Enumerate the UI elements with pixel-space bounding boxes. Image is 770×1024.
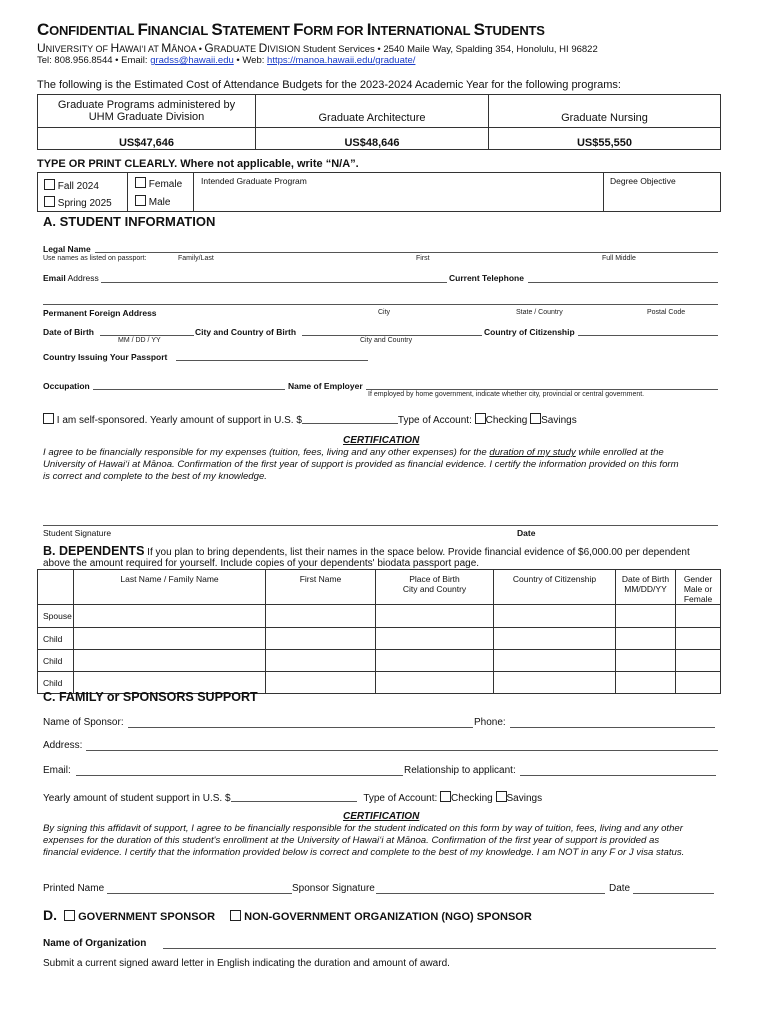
dependents-header: Gender Male or Female: [676, 570, 721, 605]
sponsor-amount-line[interactable]: [231, 801, 357, 802]
intro-text: The following is the Estimated Cost of Attendance Budgets for the 2023-2024 Academic Year for the following programs:: [37, 79, 621, 91]
section-b-title: B. DEPENDENTS If you plan to bring dependents, list their names in the space below. Provide financial evidence of $6,000.00 per dependent: [43, 544, 690, 558]
employer-line[interactable]: [366, 389, 718, 390]
dependents-header: Country of Citizenship: [494, 570, 616, 605]
print-note: TYPE OR PRINT CLEARLY. Where not applicable, write “N/A”.: [37, 158, 359, 170]
birth-place-line[interactable]: [302, 335, 482, 336]
fall-2024-checkbox[interactable]: [44, 179, 55, 190]
budget-table: [37, 94, 721, 150]
dependents-header: Last Name / Family Name: [74, 570, 266, 605]
section-d-title: D. GOVERNMENT SPONSOR NON-GOVERNMENT ORGANIZATION (NGO) SPONSOR: [43, 907, 532, 923]
sponsor-certification-title: CERTIFICATION: [343, 811, 420, 822]
male-checkbox[interactable]: [135, 195, 146, 206]
sponsor-certification-text: By signing this affidavit of support, I agree to be financially responsible for the student indicated on this form by way of tuition, fees, living and any other expenses for the duration of this student's enrollment at the University of Hawai‘i at Mānoa. Confirmation of the first year of support is provided as financial evidence. I certify that the information provided below is correct and complete to the best of my knowledge. I am NOT in any F or J visa status.: [43, 823, 685, 858]
telephone-line[interactable]: [528, 282, 718, 283]
self-support-amount-line[interactable]: [302, 423, 398, 424]
permanent-address-line[interactable]: [43, 304, 718, 305]
dependents-header: Date of Birth MM/DD/YY: [616, 570, 676, 605]
printed-name-line[interactable]: [107, 893, 292, 894]
web-link[interactable]: https://manoa.hawaii.edu/graduate/: [267, 55, 416, 66]
sponsor-checking-checkbox[interactable]: [440, 791, 451, 802]
relationship-line[interactable]: [520, 775, 716, 776]
self-savings-checkbox[interactable]: [530, 413, 541, 424]
budget-amount: US$47,646: [38, 128, 256, 150]
sponsor-phone-line[interactable]: [510, 727, 715, 728]
dob-line[interactable]: [100, 335, 194, 336]
university-line: UNIVERSITY OF HAWAI‘I AT MĀNOA • GRADUATE DIVISION Student Services • 2540 Maile Way, Spalding 354, Honolulu, HI 96822: [37, 41, 598, 55]
degree-objective-field[interactable]: Degree Objective: [610, 176, 676, 186]
sponsor-email-line[interactable]: [76, 775, 403, 776]
email-line[interactable]: [101, 282, 447, 283]
contact-line: Tel: 808.956.8544 • Email: gradss@hawaii.edu • Web: https://manoa.hawaii.edu/graduate/: [37, 55, 416, 66]
section-a-title: A. STUDENT INFORMATION: [43, 214, 216, 229]
legal-name-line[interactable]: [95, 252, 718, 253]
self-sponsored-checkbox[interactable]: [43, 413, 54, 424]
self-checking-checkbox[interactable]: [475, 413, 486, 424]
form-title: CONFIDENTIAL FINANCIAL STATEMENT FORM FOR INTERNATIONAL STUDENTS: [37, 20, 545, 39]
sponsor-signature-line[interactable]: [376, 893, 605, 894]
certification-title: CERTIFICATION: [343, 435, 420, 446]
passport-country-line[interactable]: [176, 360, 368, 361]
female-checkbox[interactable]: [135, 177, 146, 188]
spring-2025-checkbox[interactable]: [44, 196, 55, 207]
sponsor-name-line[interactable]: [128, 727, 473, 728]
email-link[interactable]: gradss@hawaii.edu: [150, 55, 234, 66]
budget-program: Graduate Nursing: [489, 95, 721, 128]
table-row: Child: [38, 672, 721, 694]
government-sponsor-checkbox[interactable]: [64, 910, 75, 921]
occupation-line[interactable]: [93, 389, 285, 390]
table-row: Child: [38, 650, 721, 672]
table-row: Spouse: [38, 605, 721, 628]
certification-text: I agree to be financially responsible for my expenses (tuition, fees, living and any other expenses) for the duration of my study while enrolled at the University of Hawai‘i at Mānoa. Confirmation of the first year of support is provided as financial evidence. I certify the information provided on this form is correct and complete to the best of my knowledge.: [43, 447, 679, 482]
dependents-header: First Name: [266, 570, 376, 605]
sponsor-date-line[interactable]: [633, 893, 714, 894]
sponsor-address-line[interactable]: [86, 750, 718, 751]
budget-amount: US$55,550: [489, 128, 721, 150]
student-signature-line[interactable]: [43, 525, 718, 526]
sponsor-savings-checkbox[interactable]: [496, 791, 507, 802]
table-row: Child: [38, 628, 721, 650]
ngo-sponsor-checkbox[interactable]: [230, 910, 241, 921]
dependents-table: [37, 569, 721, 694]
citizenship-line[interactable]: [578, 335, 718, 336]
dependents-header: Place of Birth City and Country: [376, 570, 494, 605]
budget-amount: US$48,646: [256, 128, 489, 150]
budget-program: Graduate Programs administered by UHM Graduate Division: [38, 95, 256, 128]
organization-name-line[interactable]: [163, 948, 716, 949]
section-c-title: C. FAMILY or SPONSORS SUPPORT: [43, 690, 258, 704]
budget-program: Graduate Architecture: [256, 95, 489, 128]
intended-program-field[interactable]: Intended Graduate Program: [201, 176, 307, 186]
